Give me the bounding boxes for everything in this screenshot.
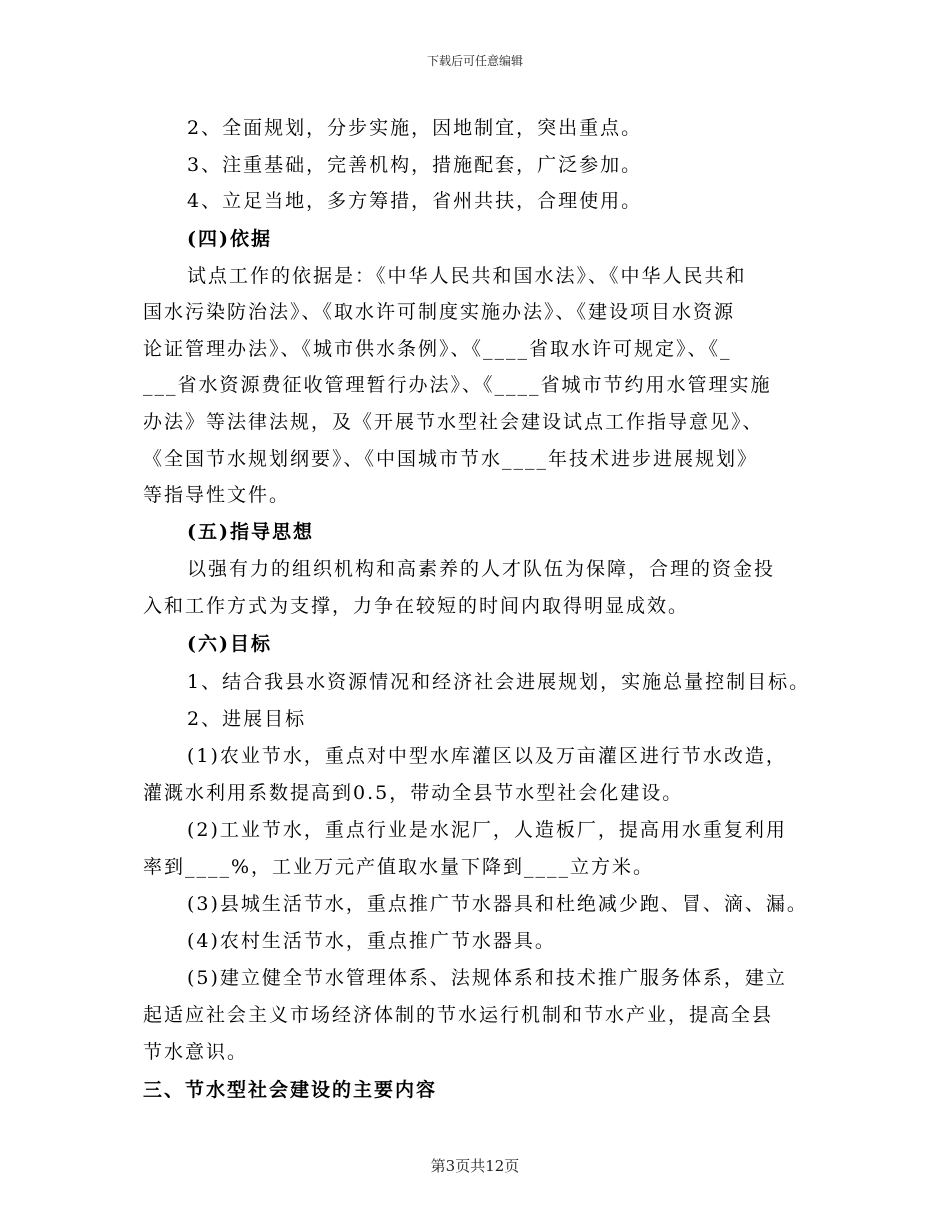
goal-subitem-county-life: (3)县城生活节水，重点推广节水器具和杜绝减少跑、冒、滴、漏。 xyxy=(187,893,808,915)
basis-paragraph-line: 论证管理办法》、《城市供水条例》、《____省取水许可规定》、《_ xyxy=(143,338,732,360)
page-number: 第3页共12页 xyxy=(430,1157,520,1175)
goal-subitem-system-cont: 节水意识。 xyxy=(143,1041,249,1063)
basis-paragraph-line: ___省水资源费征收管理暂行办法》、《____省城市节约用水管理实施 xyxy=(143,374,772,396)
section-heading-goals: (六)目标 xyxy=(187,633,272,655)
goal-subitem-industry-cont: 率到____%，工业万元产值取水量下降到____立方米。 xyxy=(143,856,655,878)
guiding-paragraph-line: 以强有力的组织机构和高素养的人才队伍为保障，合理的资金投 xyxy=(187,558,776,580)
goal-subitem-system-cont: 起适应社会主义市场经济体制的节水运行机制和节水产业，提高全县 xyxy=(143,1004,774,1026)
principle-3: 3、注重基础，完善机构，措施配套，广泛参加。 xyxy=(187,154,643,176)
goal-subitem-industry: (2)工业节水，重点行业是水泥厂，人造板厂，提高用水重复利用 xyxy=(187,819,787,841)
goal-item-1: 1、结合我县水资源情况和经济社会进展规划，实施总量控制目标。 xyxy=(187,671,811,693)
principle-4: 4、立足当地，多方筹措，省州共扶，合理使用。 xyxy=(187,190,643,212)
chapter-heading-main-content: 三、节水型社会建设的主要内容 xyxy=(143,1079,438,1101)
goal-subitem-system: (5)建立健全节水管理体系、法规体系和技术推广服务体系，建立 xyxy=(187,967,787,989)
basis-paragraph-line: 国水污染防治法》、《取水许可制度实施办法》、《建设项目水资源 xyxy=(143,301,736,323)
basis-paragraph-line: 等指导性文件。 xyxy=(143,484,291,506)
goal-item-2: 2、进展目标 xyxy=(187,708,307,730)
page-header: 下载后可任意编辑 xyxy=(426,54,523,68)
guiding-paragraph-line: 入和工作方式为支撑，力争在较短的时间内取得明显成效。 xyxy=(143,595,690,617)
section-heading-basis: (四)依据 xyxy=(187,228,272,250)
goal-subitem-agriculture: (1)农业节水，重点对中型水库灌区以及万亩灌区进行节水改造， xyxy=(187,745,787,767)
goal-subitem-rural-life: (4)农村生活节水，重点推广节水器具。 xyxy=(187,930,556,952)
basis-paragraph-line: 试点工作的依据是：《中华人民共和国水法》、《中华人民共和 xyxy=(187,265,747,287)
goal-subitem-agriculture-cont: 灌溉水利用系数提高到0.5，带动全县节水型社会化建设。 xyxy=(143,782,684,804)
section-heading-guiding-thought: (五)指导思想 xyxy=(187,521,314,543)
basis-paragraph-line: 《全国节水规划纲要》、《中国城市节水____年技术进步进展规划》 xyxy=(143,448,759,470)
principle-2: 2、全面规划，分步实施，因地制宜，突出重点。 xyxy=(187,117,643,139)
basis-paragraph-line: 办法》等法律法规，及《开展节水型社会建设试点工作指导意见》、 xyxy=(143,411,764,433)
